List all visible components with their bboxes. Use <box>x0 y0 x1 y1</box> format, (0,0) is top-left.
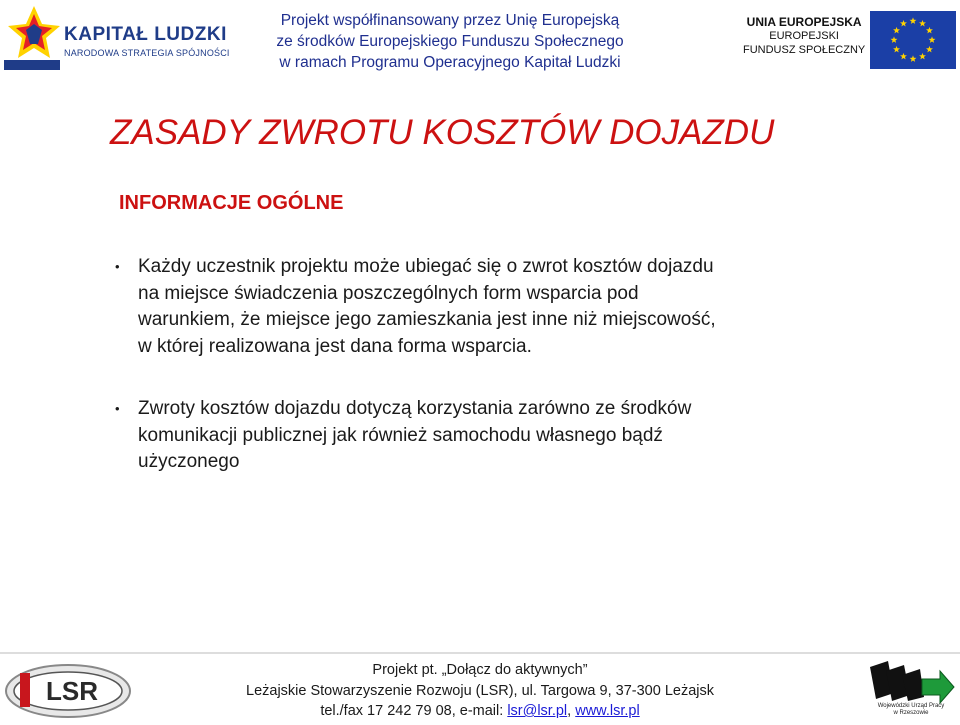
lsr-logo-icon <box>4 663 132 719</box>
footer-project-name: Projekt pt. „Dołącz do aktywnych” <box>372 662 588 678</box>
kapital-ludzki-logo-icon <box>4 4 60 70</box>
footer-organization: Leżajskie Stowarzyszenie Rozwoju (LSR), ul. Targowa 9, 37-300 Leżajsk <box>246 682 714 699</box>
cofinancing-line: w ramach Programu Operacyjnego Kapitał Ludzki <box>279 54 621 71</box>
eu-flag-icon <box>870 11 956 69</box>
bullet-line: komunikacji publicznej jak również samochodu własnego bądź <box>138 424 663 446</box>
website-link[interactable]: www.lsr.pl <box>575 703 640 719</box>
bullet-list <box>115 254 815 476</box>
kapital-ludzki-wordmark <box>64 24 230 58</box>
kapital-ludzki-title: KAPITAŁ LUDZKI <box>64 24 227 45</box>
page-title: ZASADY ZWROTU KOSZTÓW DOJAZDU <box>110 113 775 152</box>
bullet-line: Każdy uczestnik projektu może ubiegać się o zwrot kosztów dojazdu <box>138 256 714 277</box>
bullet-dot-icon: • <box>115 259 120 274</box>
wup-caption-line: Wojewódzki Urząd Pracy <box>877 703 945 709</box>
bullet-line: warunkiem, że miejsce jego zamieszkania jest inne niż miejscowość, <box>138 309 716 330</box>
eu-wordmark <box>743 15 865 57</box>
cofinancing-line: ze środków Europejskiego Funduszu Społecznego <box>276 33 624 50</box>
wup-caption-line: w Rzeszowie <box>893 710 929 716</box>
cofinancing-line: Projekt współfinansowany przez Unię Europejską <box>280 12 620 29</box>
footer-separator: , <box>567 703 576 719</box>
eu-line: UNIA EUROPEJSKA <box>746 15 862 29</box>
bullet-line: na miejsce świadczenia poszczególnych form wsparcia pod <box>138 282 639 304</box>
footer-contact-prefix: tel./fax 17 242 79 08, e-mail: <box>320 703 508 719</box>
bullet-line: użyczonego <box>138 451 240 472</box>
wup-caption <box>862 703 960 717</box>
footer-contact <box>180 701 780 722</box>
cofinancing-note <box>250 10 650 73</box>
bullet-item <box>115 396 815 476</box>
footer-info <box>180 660 780 722</box>
bullet-line: Zwroty kosztów dojazdu dotyczą korzystania zarówno ze środków <box>138 398 692 419</box>
eu-line: FUNDUSZ SPOŁECZNY <box>743 44 866 56</box>
bullet-dot-icon: • <box>115 401 120 416</box>
eu-line: EUROPEJSKI <box>769 30 839 42</box>
page-header <box>0 0 960 78</box>
section-heading: INFORMACJE OGÓLNE <box>119 192 344 214</box>
kapital-ludzki-subtitle: NARODOWA STRATEGIA SPÓJNOŚCI <box>64 48 230 58</box>
email-link[interactable]: lsr@lsr.pl <box>507 703 568 719</box>
footer-divider <box>0 652 960 654</box>
bullet-item <box>115 254 815 360</box>
page-footer <box>0 652 960 725</box>
bullet-line: w której realizowana jest dana forma wsparcia. <box>138 335 532 357</box>
lsr-logo-text: LSR <box>46 676 98 706</box>
